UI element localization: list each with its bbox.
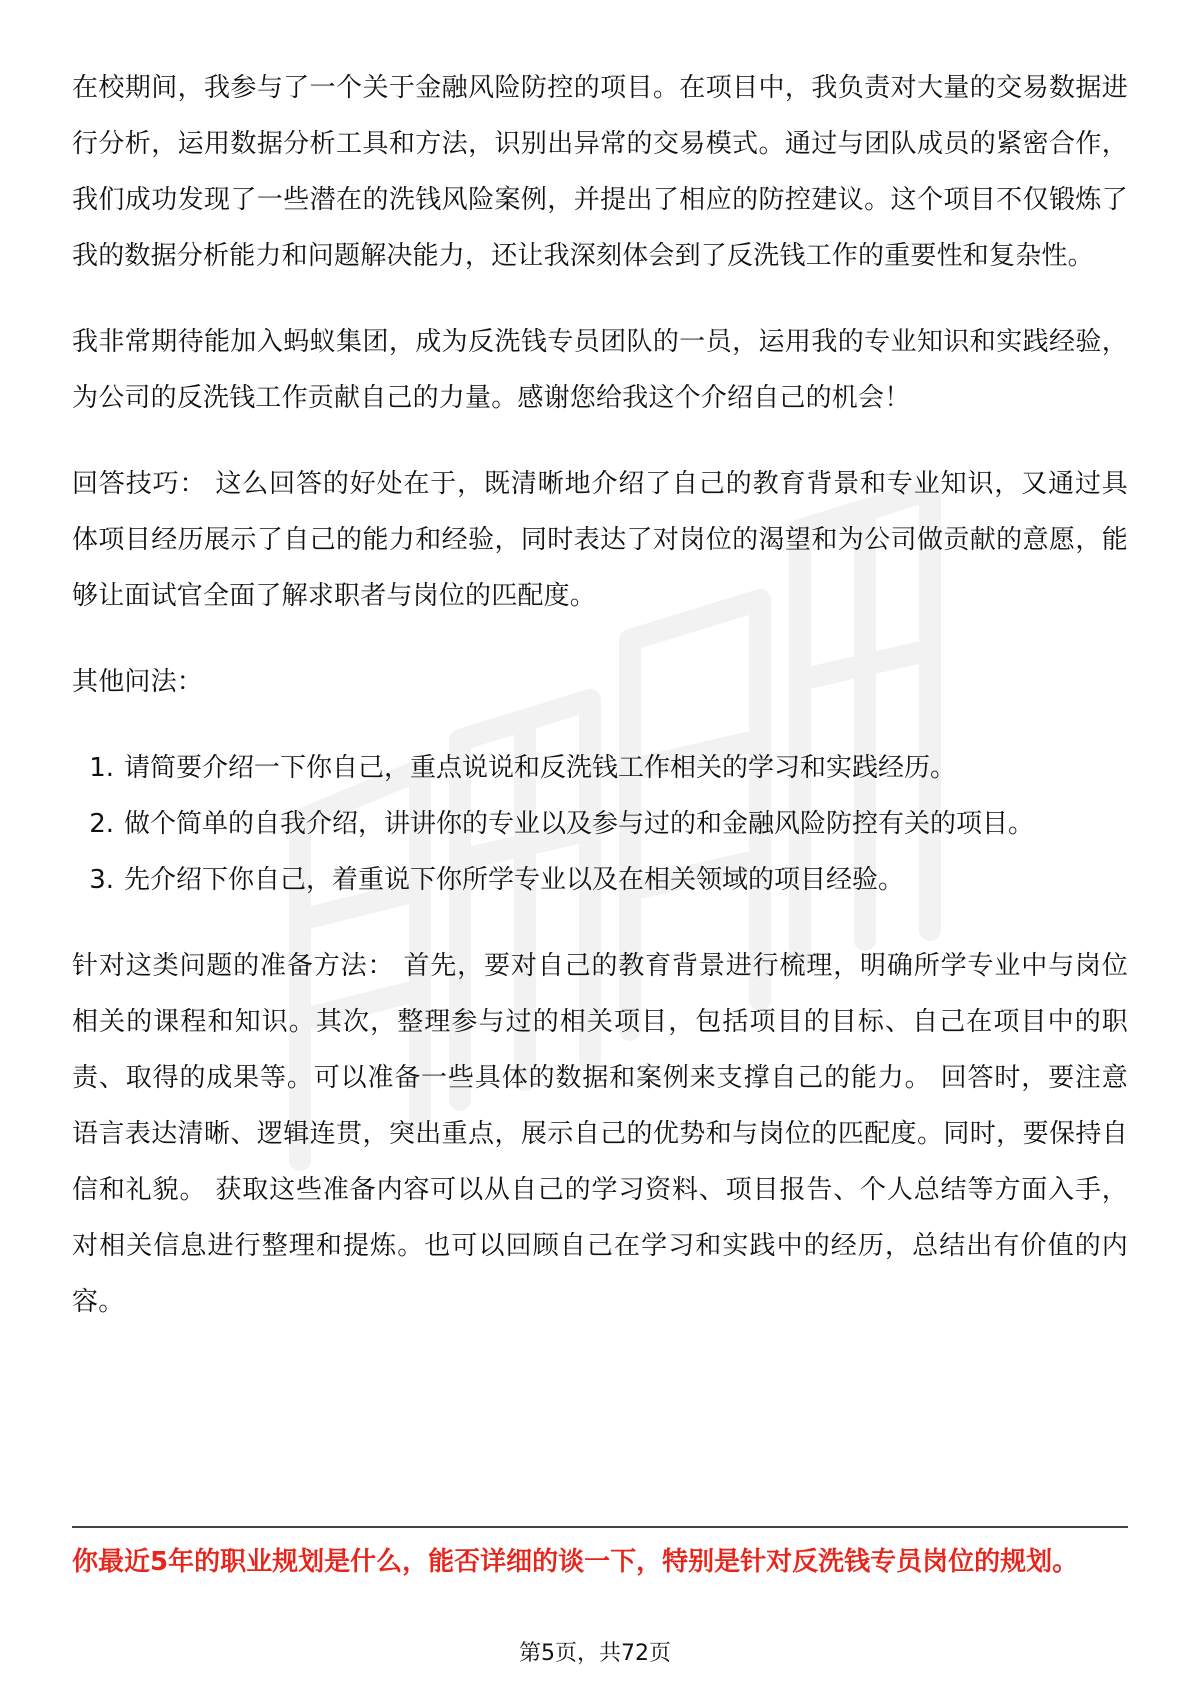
project-paragraph: 在校期间，我参与了一个关于金融风险防控的项目。在项目中，我负责对大量的交易数据进行分析，运用数据分析工具和方法，识别出异常的交易模式。通过与团队成员的紧密合作，我们成功发现了一些潜在的洗钱风险案例，并提出了相应的防控建议。这个项目不仅锻炼了我的数据分析能力和问题解决能力，还让我深刻体会到了反洗钱工作的重要性和复杂性。 [72,73,1128,271]
other-questions-heading: 其他问法： [72,667,204,697]
list-item [72,852,1128,908]
list-item-text: 先介绍下你自己，着重说下你所学专业以及在相关领域的项目经验。 [124,865,905,895]
list-item-number: 1. [89,753,114,783]
list-item-number: 3. [89,865,114,895]
page-content [72,60,1128,1330]
preparation-paragraph: 针对这类问题的准备方法： 首先，要对自己的教育背景进行梳理，明确所学专业中与岗位相关的课程和知识。其次，整理参与过的相关项目，包括项目的目标、自己在项目中的职责、取得的成果等。可以准备一些具体的数据和案例来支撑自己的能力。 回答时，要注意语言表达清晰、逻辑连贯，突出重点，展示自己的优势和与岗位的匹配度。同时，要保持自信和礼貌。 获取这些准备内容可以从自己的学习资料、项目报告、个人总结等方面入手，对相关信息进行整理和提炼。也可以回顾自己在学习和实践中的经历，总结出有价值的内容。 [72,951,1128,1317]
tips-paragraph: 回答技巧： 这么回答的好处在于，既清晰地介绍了自己的教育背景和专业知识，又通过具体项目经历展示了自己的能力和经验，同时表达了对岗位的渴望和为公司做贡献的意愿，能够让面试官全面了解求职者与岗位的匹配度。 [72,469,1128,611]
list-item-text: 做个简单的自我介绍，讲讲你的专业以及参与过的和金融风险防控有关的项目。 [124,809,1035,839]
list-item [72,740,1128,796]
page-footer: 第5页，共72页 [519,1641,671,1666]
other-questions-list [72,740,1128,908]
list-item-number: 2. [89,809,114,839]
list-item-text: 请简要介绍一下你自己，重点说说和反洗钱工作相关的学习和实践经历。 [124,753,957,783]
section-divider [72,1526,1128,1528]
next-question-heading: 你最近5年的职业规划是什么，能否详细的谈一下，特别是针对反洗钱专员岗位的规划。 [72,1547,1079,1577]
list-item [72,796,1128,852]
closing-paragraph: 我非常期待能加入蚂蚁集团，成为反洗钱专员团队的一员，运用我的专业知识和实践经验，为公司的反洗钱工作贡献自己的力量。感谢您给我这个介绍自己的机会！ [72,327,1128,413]
